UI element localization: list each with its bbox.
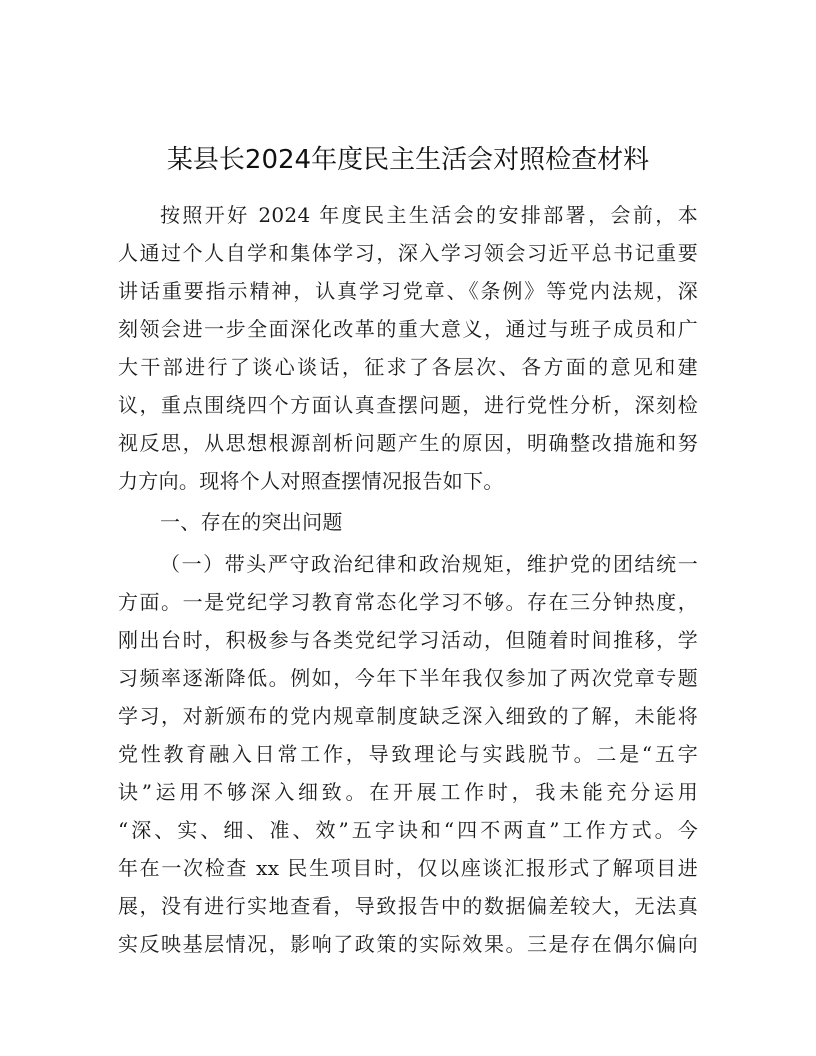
section-heading: 一、存在的突出问题	[160, 510, 343, 534]
paragraph-line: 学习，对新颁布的党内规章制度缺乏深入细致的了解，未能将	[118, 704, 698, 728]
paragraph-line: 年在一次检查 xx 民生项目时，仅以座谈汇报形式了解项目进	[118, 856, 698, 880]
paragraph-line: 议，重点围绕四个方面认真查摆问题，进行党性分析，深刻检	[118, 393, 698, 417]
paragraph-line: 方面。一是党纪学习教育常态化学习不够。存在三分钟热度，	[118, 590, 698, 614]
paragraph-line: 按照开好 2024 年度民主生活会的安排部署，会前，本	[160, 203, 698, 227]
paragraph-line: （一）带头严守政治纪律和政治规矩，维护党的团结统一	[160, 552, 698, 576]
paragraph-line: 展，没有进行实地查看，导致报告中的数据偏差较大，无法真	[118, 894, 698, 918]
paragraph-line: “深、实、细、准、效”五字诀和“四不两直”工作方式。今	[118, 818, 698, 842]
paragraph-line: 讲话重要指示精神，认真学习党章、《条例》等党内法规，深	[118, 279, 698, 303]
document-title: 某县长2024年度民主生活会对照检查材料	[166, 145, 650, 175]
paragraph-line: 人通过个人自学和集体学习，深入学习领会习近平总书记重要	[118, 241, 698, 265]
paragraph-line: 刚出台时，积极参与各类党纪学习活动，但随着时间推移，学	[118, 628, 698, 652]
paragraph-line: 实反映基层情况，影响了政策的实际效果。三是存在偶尔偏向	[118, 932, 698, 956]
paragraph-line: 力方向。现将个人对照查摆情况报告如下。	[118, 469, 504, 493]
paragraph-line: 党性教育融入日常工作，导致理论与实践脱节。二是“五字	[118, 742, 698, 766]
paragraph-line: 诀”运用不够深入细致。在开展工作时，我未能充分运用	[118, 780, 698, 804]
paragraph-line: 大干部进行了谈心谈话，征求了各层次、各方面的意见和建	[118, 355, 698, 379]
paragraph-line: 刻领会进一步全面深化改革的重大意义，通过与班子成员和广	[118, 317, 698, 341]
paragraph-line: 视反思，从思想根源剖析问题产生的原因，明确整改措施和努	[118, 431, 698, 455]
paragraph-line: 习频率逐渐降低。例如，今年下半年我仅参加了两次党章专题	[118, 666, 698, 690]
